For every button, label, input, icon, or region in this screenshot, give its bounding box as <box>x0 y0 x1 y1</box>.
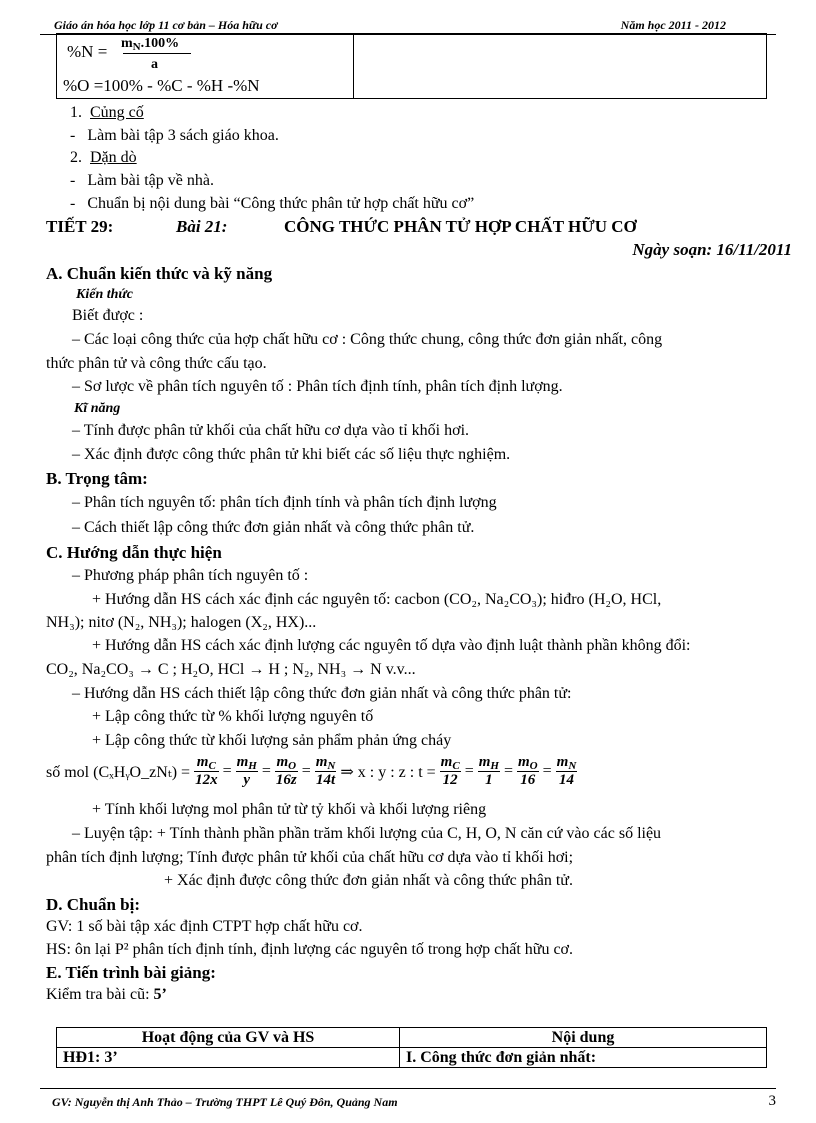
formula-prefix: số mol (CₓHᵧO_zNₜ) = <box>46 763 191 781</box>
fraction <box>194 754 219 789</box>
formula-fractions-1 <box>194 754 336 788</box>
equals-sign: = <box>538 762 556 780</box>
sec-c-line-2b: NH₃); nitơ (N₂, NH₃); halogen (X₂, HX)... <box>46 614 317 631</box>
sec-c-line-8b: phân tích định lượng; Tính được phân tử khối của chất hữu cơ dựa vào tỉ khối hơi; <box>46 849 574 866</box>
pctN-label: %N = <box>67 42 108 61</box>
fraction <box>236 754 258 789</box>
fraction <box>315 754 337 789</box>
table-row <box>57 1048 767 1068</box>
fraction-denominator: 14t <box>315 772 336 788</box>
fraction-numerator: $m_O$ <box>276 754 297 772</box>
fraction-numerator: $m_O$ <box>517 754 538 772</box>
top-table-right-cell <box>354 34 767 99</box>
biet-duoc: Biết được : <box>72 307 144 324</box>
activity-table <box>56 1027 767 1068</box>
fraction-numerator: $m_N$ <box>556 754 577 772</box>
col-header-activities: Hoạt động của GV và HS <box>57 1028 400 1048</box>
ki-nang-label: Kĩ năng <box>74 401 121 416</box>
dan-do-heading: 2. Dặn dò <box>70 149 137 166</box>
fraction <box>440 754 461 789</box>
fraction-numerator: $m_N$ <box>315 754 336 772</box>
cung-co-item: - Làm bài tập 3 sách giáo khoa. <box>70 127 279 144</box>
fraction <box>556 754 578 789</box>
kien-thuc-label: Kiến thức <box>76 287 134 302</box>
fraction <box>517 754 539 789</box>
top-table-left-cell <box>57 34 354 99</box>
fraction <box>478 754 500 789</box>
footer-author: GV: Nguyễn thị Anh Thảo – Trường THPT Lê Quý Đôn, Quảng Nam <box>52 1095 398 1109</box>
sec-a-line-2: – Sơ lược về phân tích nguyên tố : Phân tích định tính, phân tích định lượng. <box>72 378 563 395</box>
section-d-title: D. Chuẩn bị: <box>46 895 141 914</box>
sec-d-hs: HS: ôn lại P² phân tích định tính, định lượng các nguyên tố trong hợp chất hữu cơ. <box>46 941 574 958</box>
lesson-date: Ngày soạn: 16/11/2011 <box>632 240 792 259</box>
sec-c-line-6: + Lập công thức từ khối lượng sản phẩm phản ứng cháy <box>92 732 452 749</box>
ktbc: Kiểm tra bài cũ: 5’ <box>46 986 167 1003</box>
formula-mid: ⇒ x : y : z : t = <box>340 763 436 781</box>
equals-sign: = <box>257 762 275 780</box>
cung-co-heading: 1. Củng cố <box>70 104 144 121</box>
sec-a-line-3: – Tính được phân tử khối của chất hữu cơ dựa vào tỉ khối hơi. <box>72 422 470 439</box>
fraction-denominator: 16 <box>520 772 536 788</box>
pctN-denominator: a <box>151 57 158 72</box>
sec-a-line-1b: thức phân tử và công thức cấu tạo. <box>46 355 267 372</box>
lesson-tiet: TIẾT 29: <box>46 217 114 236</box>
section-b-title: B. Trọng tâm: <box>46 469 148 488</box>
sec-c-line-5: + Lập công thức từ % khối lượng nguyên tố <box>92 708 374 725</box>
fraction-denominator: y <box>243 772 251 788</box>
sec-c-line-2a: + Hướng dẫn HS cách xác định các nguyên tố: cacbon (CO₂, Na₂CO₃); hiđro (H₂O, HCl, <box>92 591 662 608</box>
lesson-bai: Bài 21: <box>176 217 228 236</box>
equals-sign: = <box>499 762 517 780</box>
sec-d-gv: GV: 1 số bài tập xác định CTPT hợp chất hữu cơ. <box>46 918 363 935</box>
header-right: Năm học 2011 - 2012 <box>620 18 726 32</box>
fraction-numerator: $m_C$ <box>194 754 219 772</box>
pctN-numerator: $m_N.100\%$ <box>121 36 180 53</box>
sec-c-line-3a: + Hướng dẫn HS cách xác định lượng các nguyên tố dựa vào định luật thành phần không đổi: <box>92 637 691 654</box>
section-e-title: E. Tiến trình bài giảng: <box>46 963 216 982</box>
fraction-numerator: $m_H$ <box>236 754 257 772</box>
row1-content: I. Công thức đơn giản nhất: <box>400 1048 767 1068</box>
sec-a-line-1a: – Các loại công thức của hợp chất hữu cơ : Công thức chung, công thức đơn giản nhất, công <box>72 331 663 348</box>
sec-c-line-3b: CO₂, Na₂CO₃ → C ; H₂O, HCl → H ; N₂, NH₃ → N v.v... <box>46 661 416 678</box>
sec-b-line-1: – Phân tích nguyên tố: phân tích định tính và phân tích định lượng <box>72 494 497 511</box>
fraction-numerator: $m_H$ <box>478 754 499 772</box>
col-header-content: Nội dung <box>400 1028 767 1048</box>
header-left: Giáo án hóa học lớp 11 cơ bản – Hóa hữu cơ <box>54 18 278 32</box>
dan-do-item-2: - Chuẩn bị nội dung bài “Công thức phân tử hợp chất hữu cơ” <box>70 195 475 212</box>
sec-c-line-7: + Tính khối lượng mol phân tử từ tỷ khối và khối lượng riêng <box>92 801 487 818</box>
mole-formula <box>46 754 577 789</box>
fraction-denominator: 12 <box>442 772 458 788</box>
lesson-title: CÔNG THỨC PHÂN TỬ HỢP CHẤT HỮU CƠ <box>284 217 637 236</box>
sec-b-line-2: – Cách thiết lập công thức đơn giản nhất và công thức phân tử. <box>72 519 475 536</box>
fraction-denominator: 1 <box>485 772 493 788</box>
activity-table-header <box>57 1028 767 1048</box>
page-number: 3 <box>768 1093 776 1109</box>
equals-sign: = <box>460 762 478 780</box>
pctO-formula: %O =100% - %C - %H -%N <box>63 76 260 95</box>
fraction-denominator: 16z <box>275 772 297 788</box>
row1-activity: HĐ1: 3’ <box>57 1048 400 1068</box>
formula-fractions-2 <box>440 754 578 788</box>
section-a-title: A. Chuẩn kiến thức và kỹ năng <box>46 264 273 283</box>
page-footer <box>40 1088 776 1115</box>
sec-c-line-4: – Hướng dẫn HS cách thiết lập công thức đơn giản nhất và công thức phân tử: <box>72 685 572 702</box>
sec-a-line-4: – Xác định được công thức phân tử khi biết các số liệu thực nghiệm. <box>72 446 511 463</box>
sec-c-line-8a: – Luyện tập: + Tính thành phần phần trăm khối lượng của C, H, O, N căn cứ vào các số liệu <box>72 825 662 842</box>
dan-do-item-1: - Làm bài tập về nhà. <box>70 172 214 189</box>
fraction-numerator: $m_C$ <box>440 754 460 772</box>
section-c-title: C. Hướng dẫn thực hiện <box>46 543 222 562</box>
pctN-fraction-bar <box>123 53 191 54</box>
equals-sign: = <box>218 762 236 780</box>
fraction <box>275 754 298 789</box>
sec-c-line-8c: + Xác định được công thức đơn giản nhất và công thức phân tử. <box>164 872 573 889</box>
sec-c-line-1: – Phương pháp phân tích nguyên tố : <box>72 567 309 584</box>
equals-sign: = <box>297 762 315 780</box>
fraction-denominator: 14 <box>558 772 574 788</box>
top-table <box>56 33 767 99</box>
fraction-denominator: 12x <box>195 772 218 788</box>
